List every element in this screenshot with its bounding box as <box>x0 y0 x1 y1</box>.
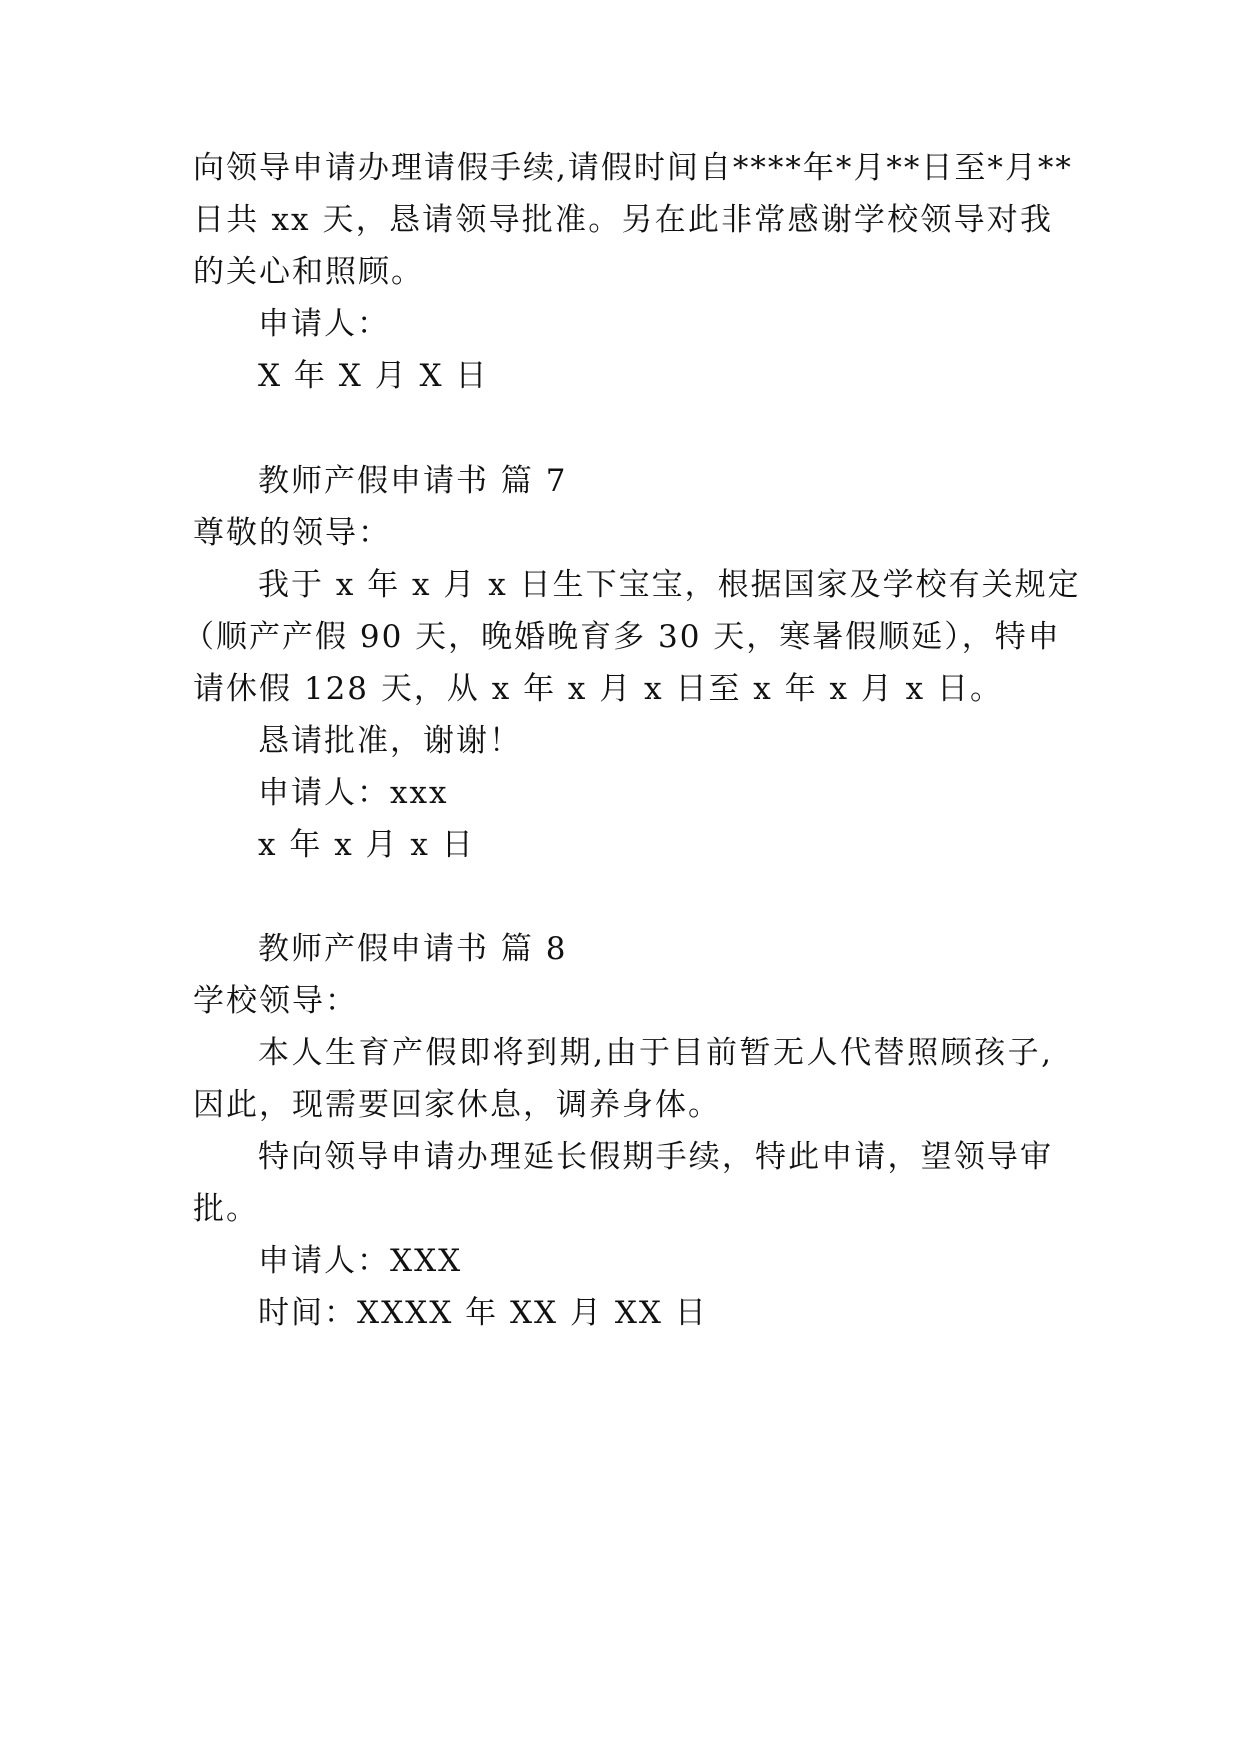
applicant-line: 申请人：XXX <box>258 1243 463 1279</box>
paragraph-line: 本人生育产假即将到期,由于目前暂无人代替照顾孩子, <box>258 1035 1053 1071</box>
salutation: 学校领导： <box>193 983 358 1019</box>
paragraph-line: 请休假 128 天，从 x 年 x 月 x 日至 x 年 x 月 x 日。 <box>193 671 1004 707</box>
paragraph-line: 批。 <box>193 1191 259 1227</box>
closing-line: 恳请批准，谢谢！ <box>258 723 522 759</box>
applicant-line: 申请人： <box>258 306 390 342</box>
paragraph-line: 的关心和照顾。 <box>193 254 424 290</box>
section-title: 教师产假申请书 篇 7 <box>258 463 568 499</box>
date-line: X 年 X 月 X 日 <box>258 358 489 394</box>
date-line: x 年 x 月 x 日 <box>258 827 475 863</box>
section-title: 教师产假申请书 篇 8 <box>258 931 568 967</box>
date-line: 时间：XXXX 年 XX 月 XX 日 <box>258 1295 708 1331</box>
paragraph-line: 我于 x 年 x 月 x 日生下宝宝，根据国家及学校有关规定 <box>258 567 1081 603</box>
paragraph-line: 日共 xx 天，恳请领导批准。另在此非常感谢学校领导对我 <box>193 202 1053 238</box>
salutation: 尊敬的领导： <box>193 515 391 551</box>
paragraph-line: （顺产产假 90 天，晚婚晚育多 30 天，寒暑假顺延），特申 <box>183 619 1061 655</box>
paragraph-line: 向领导申请办理请假手续,请假时间自****年*月**日至*月** <box>193 150 1073 186</box>
paragraph-line: 因此，现需要回家休息，调养身体。 <box>193 1087 721 1123</box>
applicant-line: 申请人：xxx <box>258 775 449 811</box>
paragraph-line: 特向领导申请办理延长假期手续，特此申请，望领导审 <box>258 1139 1053 1175</box>
